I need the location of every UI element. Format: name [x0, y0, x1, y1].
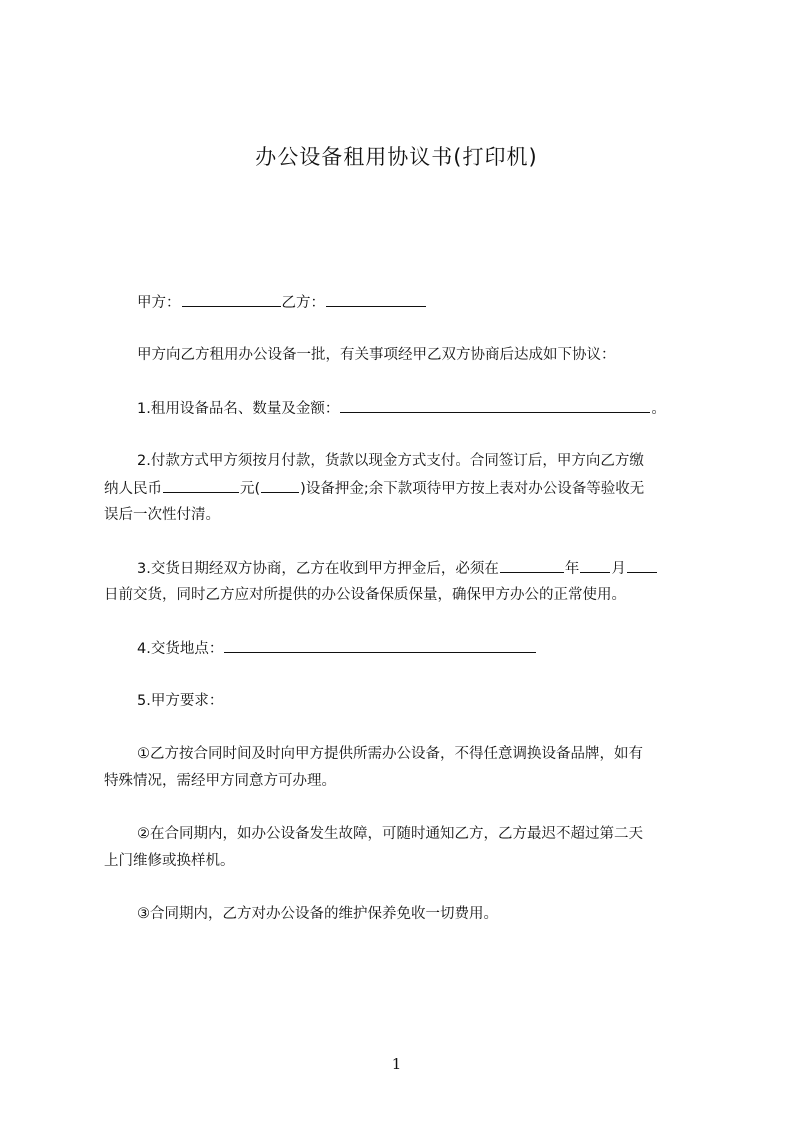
clause-3-text-a: 3.交货日期经双方协商，乙方在收到甲方押金后，必须在	[137, 561, 499, 577]
clause-5-heading: 5.甲方要求：	[137, 693, 224, 709]
clause-5-item-1-line-1: ①乙方按合同时间及时向甲方提供所需办公设备，不得任意调换设备品牌，如有	[137, 746, 643, 762]
clause-1-blank	[340, 398, 650, 413]
clause-4-text: 4.交货地点：	[137, 641, 224, 657]
party-a-label: 甲方：	[137, 295, 181, 311]
clause-1-end: 。	[651, 401, 666, 417]
clause-2-text-b: 元(	[240, 481, 261, 497]
clause-2-line-2	[104, 478, 644, 499]
clause-2-line-3: 误后一次性付清。	[104, 507, 220, 523]
clause-4	[137, 638, 537, 659]
document-title: 办公设备租用协议书(打印机)	[255, 145, 538, 169]
clause-3-line-1	[137, 558, 658, 579]
clause-3-line-2: 日前交货，同时乙方应对所提供的办公设备保质保量，确保甲方办公的正常使用。	[104, 587, 626, 603]
month-blank	[580, 558, 610, 573]
year-blank	[500, 558, 564, 573]
clause-1-text: 1.租用设备品名、数量及金额：	[137, 401, 340, 417]
delivery-location-blank	[224, 638, 536, 653]
clause-5-item-2-line-1: ②在合同期内，如办公设备发生故障，可随时通知乙方，乙方最迟不超过第二天	[137, 826, 643, 842]
amount-blank	[163, 478, 239, 493]
amount-words-blank	[261, 478, 299, 493]
clause-2-text-c: )设备押金;余下款项待甲方按上表对办公设备等验收无	[300, 481, 645, 497]
clause-1	[137, 398, 666, 419]
clause-3-year-label: 年	[564, 561, 580, 577]
clause-5-item-1-line-2: 特殊情况，需经甲方同意方可办理。	[104, 773, 336, 789]
page-number: 1	[391, 1055, 402, 1073]
clause-2-line-1: 2.付款方式甲方须按月付款，货款以现金方式支付。合同签订后，甲方向乙方缴	[137, 453, 644, 469]
clause-2-text-a: 纳人民币	[104, 481, 162, 497]
clause-5-item-3: ③合同期内，乙方对办公设备的维护保养免收一切费用。	[137, 906, 498, 922]
clause-5-item-2-line-2: 上门维修或换样机。	[104, 853, 235, 869]
party-b-label: 乙方：	[281, 295, 325, 311]
intro-paragraph: 甲方向乙方租用办公设备一批，有关事项经甲乙双方协商后达成如下协议：	[137, 347, 616, 363]
party-a-blank	[182, 292, 281, 307]
party-b-blank	[326, 292, 426, 307]
day-blank	[627, 558, 657, 573]
clause-3-month-label: 月	[611, 561, 626, 577]
parties-line	[137, 292, 427, 313]
